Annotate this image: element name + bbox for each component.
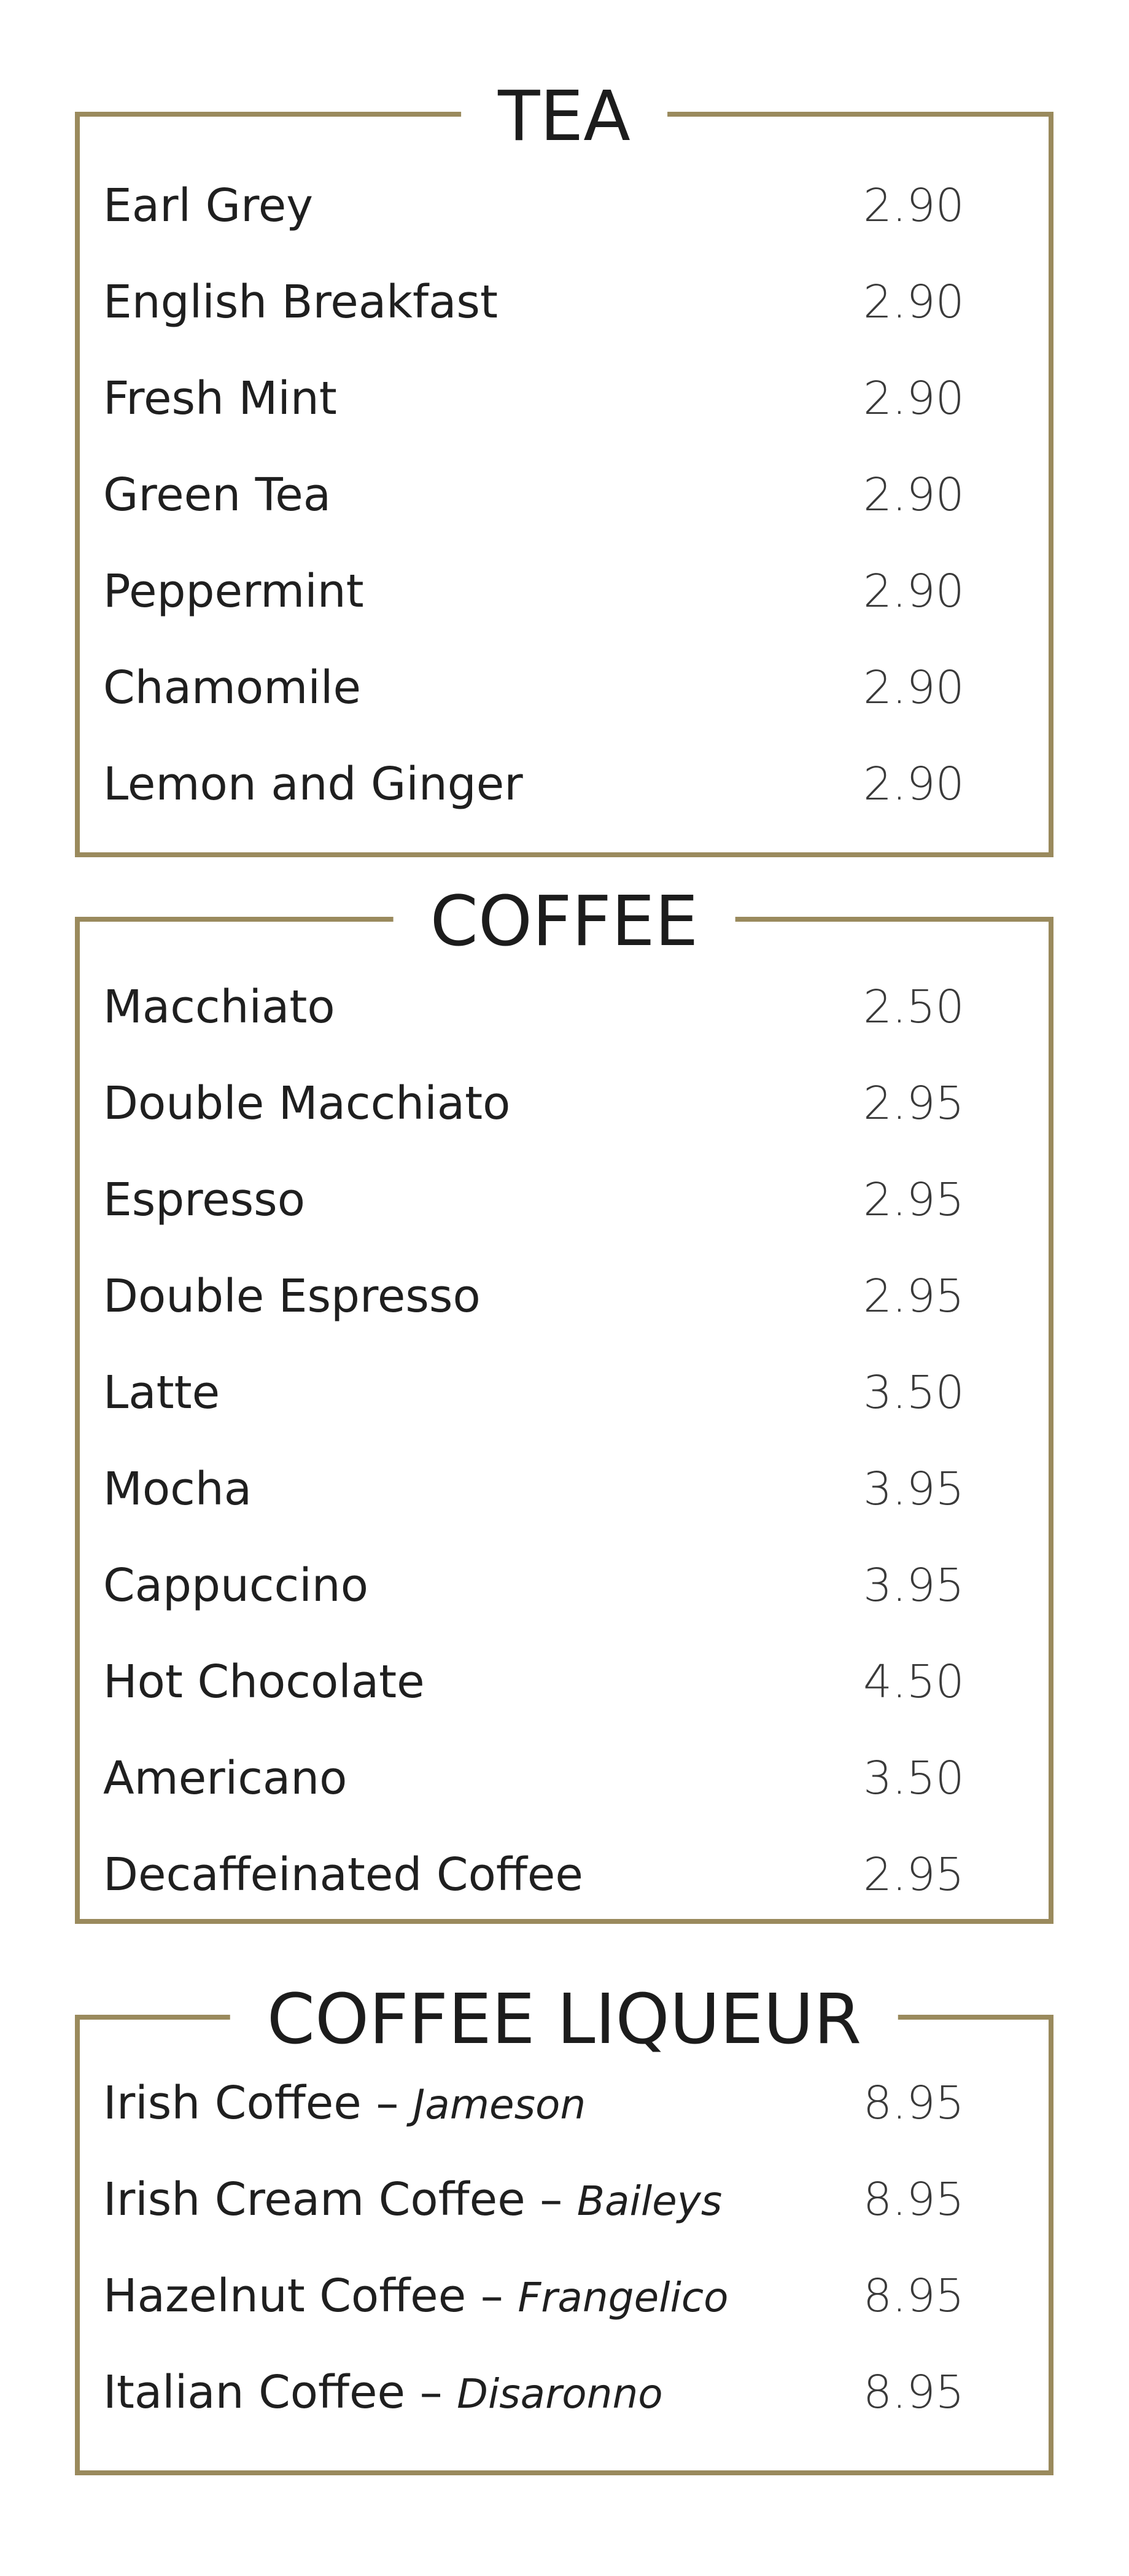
item-name: Mocha bbox=[103, 1463, 252, 1516]
menu-item bbox=[103, 2157, 1049, 2243]
item-price: 2.90 bbox=[863, 276, 964, 329]
menu-item bbox=[103, 645, 1049, 731]
item-name bbox=[103, 2253, 729, 2341]
item-price: 2.95 bbox=[863, 1173, 964, 1226]
item-name: Double Macchiato bbox=[103, 1077, 511, 1130]
item-name: Earl Grey bbox=[103, 179, 314, 232]
menu-item bbox=[103, 2349, 1049, 2435]
item-price: 8.95 bbox=[863, 2270, 964, 2322]
item-price: 2.90 bbox=[863, 372, 964, 425]
item-name bbox=[103, 2060, 586, 2148]
item-name: Green Tea bbox=[103, 469, 332, 521]
menu-item bbox=[103, 548, 1049, 634]
item-price: 2.90 bbox=[863, 469, 964, 521]
item-name-main: Irish Cream Coffee bbox=[103, 2173, 526, 2226]
menu-item bbox=[103, 1639, 1049, 1725]
menu-item bbox=[103, 1735, 1049, 1821]
item-name: Macchiato bbox=[103, 981, 335, 1033]
item-separator: – bbox=[419, 2366, 443, 2419]
item-name: Latte bbox=[103, 1366, 220, 1419]
item-liqueur-brand: Disaronno bbox=[457, 2370, 663, 2418]
item-price: 2.90 bbox=[863, 758, 964, 811]
item-price: 2.95 bbox=[863, 1848, 964, 1901]
coffee-section bbox=[75, 882, 1053, 1924]
item-name: Americano bbox=[103, 1752, 347, 1805]
item-price: 2.50 bbox=[863, 981, 964, 1033]
menu-item bbox=[103, 163, 1049, 249]
menu-item bbox=[103, 452, 1049, 538]
coffee-liqueur-section bbox=[75, 1980, 1053, 2475]
item-price: 8.95 bbox=[863, 2173, 964, 2226]
item-name: Cappuccino bbox=[103, 1559, 368, 1612]
item-separator: – bbox=[376, 2077, 399, 2130]
menu-item bbox=[103, 2253, 1049, 2339]
tea-section bbox=[75, 77, 1053, 857]
menu-item bbox=[103, 2060, 1049, 2146]
item-separator: – bbox=[540, 2173, 563, 2226]
menu-item bbox=[103, 1543, 1049, 1628]
item-price: 2.90 bbox=[863, 179, 964, 232]
item-price: 2.95 bbox=[863, 1270, 964, 1323]
item-name-main: Irish Coffee bbox=[103, 2077, 362, 2130]
item-name: Lemon and Ginger bbox=[103, 758, 523, 811]
item-liqueur-brand: Frangelico bbox=[518, 2274, 729, 2321]
item-name: Decaffeinated Coffee bbox=[103, 1848, 583, 1901]
menu-item bbox=[103, 1446, 1049, 1532]
section-title-tea: TEA bbox=[461, 74, 667, 160]
item-name: Chamomile bbox=[103, 661, 362, 714]
menu-item bbox=[103, 1060, 1049, 1146]
menu-item bbox=[103, 1253, 1049, 1339]
item-price: 3.95 bbox=[863, 1463, 964, 1516]
section-title-coffee-liqueur: COFFEE LIQUEUR bbox=[230, 1977, 898, 2063]
section-title-coffee: COFFEE bbox=[394, 879, 735, 965]
item-name: Peppermint bbox=[103, 565, 364, 618]
item-price: 2.90 bbox=[863, 565, 964, 618]
item-name: English Breakfast bbox=[103, 276, 498, 329]
item-price: 2.95 bbox=[863, 1077, 964, 1130]
item-name: Hot Chocolate bbox=[103, 1656, 425, 1708]
item-price: 3.95 bbox=[863, 1559, 964, 1612]
menu-item bbox=[103, 259, 1049, 345]
item-price: 3.50 bbox=[863, 1752, 964, 1805]
menu-item bbox=[103, 356, 1049, 442]
item-name bbox=[103, 2349, 663, 2437]
item-name: Double Espresso bbox=[103, 1270, 481, 1323]
item-separator: – bbox=[480, 2270, 503, 2322]
menu-item bbox=[103, 1832, 1049, 1918]
item-price: 4.50 bbox=[863, 1656, 964, 1708]
item-name-main: Hazelnut Coffee bbox=[103, 2270, 467, 2322]
item-name-main: Italian Coffee bbox=[103, 2366, 406, 2419]
menu-item bbox=[103, 1157, 1049, 1243]
item-name: Fresh Mint bbox=[103, 372, 337, 425]
item-price: 8.95 bbox=[863, 2077, 964, 2130]
item-name bbox=[103, 2157, 722, 2244]
item-price: 2.90 bbox=[863, 661, 964, 714]
item-liqueur-brand: Baileys bbox=[576, 2177, 723, 2225]
menu-item bbox=[103, 741, 1049, 827]
item-liqueur-brand: Jameson bbox=[413, 2081, 586, 2128]
menu-item bbox=[103, 964, 1049, 1050]
item-price: 8.95 bbox=[863, 2366, 964, 2419]
item-price: 3.50 bbox=[863, 1366, 964, 1419]
item-name: Espresso bbox=[103, 1173, 305, 1226]
menu-item bbox=[103, 1350, 1049, 1436]
